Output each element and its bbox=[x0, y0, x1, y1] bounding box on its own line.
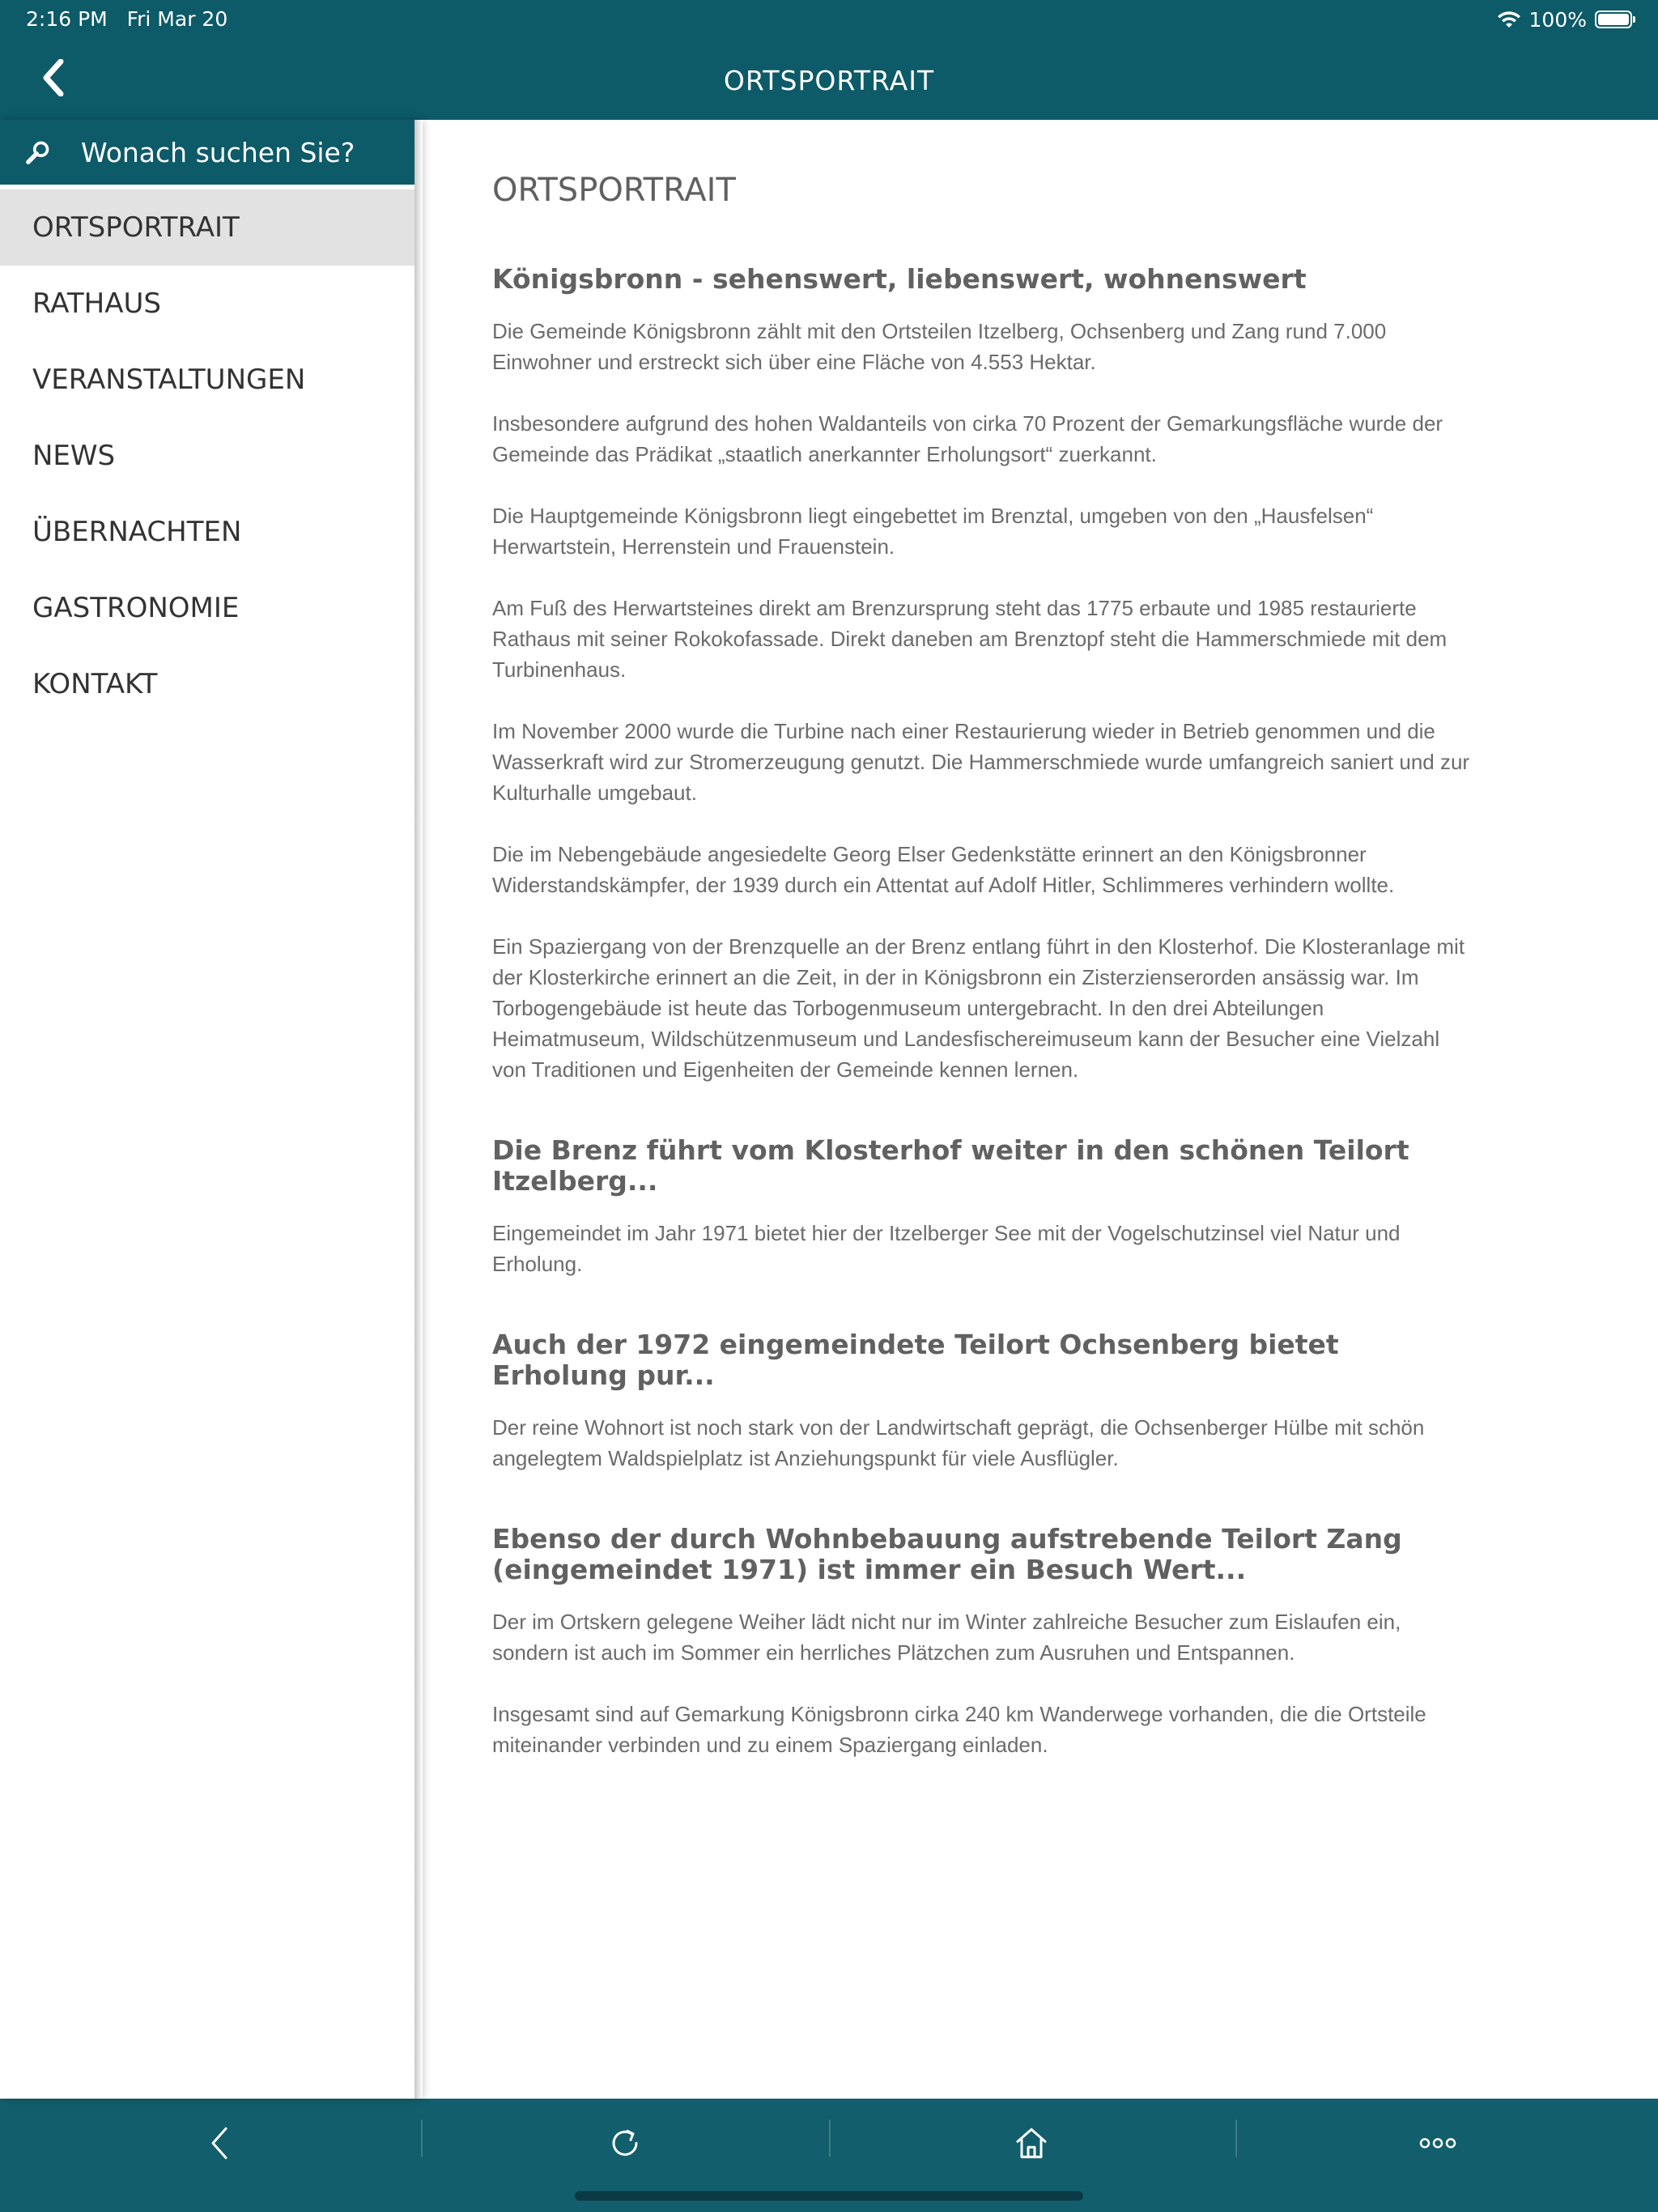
paragraph: Insgesamt sind auf Gemarkung Königsbronn cirka 240 km Wanderwege vorhanden, die die Ortsteile miteinander verbinden und zu einem Spaziergang einladen. bbox=[492, 1702, 1426, 1757]
toolbar-back-button[interactable] bbox=[13, 2099, 427, 2188]
sidebar-nav bbox=[0, 189, 419, 722]
home-indicator[interactable] bbox=[575, 2191, 1083, 2201]
top-bar bbox=[0, 0, 1658, 120]
status-date: Fri Mar 20 bbox=[126, 7, 228, 31]
search-input[interactable] bbox=[79, 127, 419, 177]
search-bar bbox=[0, 120, 419, 185]
paragraph: Eingemeindet im Jahr 1971 bietet hier der Itzelberger See mit der Vogelschutzinsel viel Natur und Erholung. bbox=[492, 1221, 1401, 1276]
sidebar-item-ortsportrait[interactable]: ORTSPORTRAIT bbox=[0, 189, 419, 266]
section-heading: Auch der 1972 eingemeindete Teilort Ochsenberg bietet Erholung pur... bbox=[492, 1329, 1339, 1391]
sidebar-item-veranstaltungen[interactable]: VERANSTALTUNGEN bbox=[32, 364, 306, 396]
toolbar-more-button[interactable] bbox=[1231, 2099, 1645, 2188]
paragraph: Im November 2000 wurde die Turbine nach einer Restaurierung wieder in Betrieb genommen und die Wasserkraft wird zur Stromerzeugung genutzt. Die Hammerschmiede wurde umfangreich saniert und zur Kulturhalle umgebaut. bbox=[492, 719, 1470, 805]
sidebar-item-uebernachten[interactable]: ÜBERNACHTEN bbox=[32, 516, 242, 548]
sidebar-item-rathaus[interactable]: RATHAUS bbox=[32, 287, 161, 320]
status-clock: 2:16 PM bbox=[26, 7, 108, 31]
reload-icon bbox=[607, 2125, 643, 2161]
paragraph: Die Gemeinde Königsbronn zählt mit den Ortsteilen Itzelberg, Ochsenberg und Zang rund 7.000 Einwohner und erstreckt sich über eine Fläche von 4.553 Hektar. bbox=[492, 319, 1387, 374]
paragraph: Die im Nebengebäude angesiedelte Georg Elser Gedenkstätte erinnert an den Königsbronner Widerstandskämpfer, der 1939 durch ein Attentat auf Adolf Hitler, Schlimmeres verhindern wollte. bbox=[492, 842, 1395, 897]
home-icon bbox=[1014, 2125, 1049, 2161]
page-title: ORTSPORTRAIT bbox=[492, 172, 736, 209]
section-heading: Königsbronn - sehenswert, liebenswert, wohnenswert bbox=[492, 263, 1307, 295]
main-content bbox=[492, 162, 1472, 1760]
status-time bbox=[26, 6, 227, 32]
more-icon bbox=[1418, 2137, 1457, 2150]
sidebar-item-kontakt[interactable]: KONTAKT bbox=[32, 668, 158, 700]
sidebar-item-news[interactable]: NEWS bbox=[32, 440, 116, 472]
paragraph: Der im Ortskern gelegene Weiher lädt nicht nur im Winter zahlreiche Besucher zum Eislaufen ein, sondern ist auch im Sommer ein herrliches Plätzchen zum Ausruhen und Entspannen. bbox=[492, 1610, 1401, 1665]
paragraph: Die Hauptgemeinde Königsbronn liegt eingebettet im Brenztal, umgeben von den „Hausfelsen“ Herwartstein, Herrenstein und Frauenstein. bbox=[492, 504, 1374, 559]
sidebar bbox=[0, 120, 419, 2099]
paragraph: Ein Spaziergang von der Brenzquelle an der Brenz entlang führt in den Klosterhof. Die Klosteranlage mit der Klosterkirche erinnert an die Zeit, in der in Königsbronn ein Zisterzienserorden ansässig war. Im Torbogengebäude ist heute das Torbogenmuseum untergebracht. In den drei Abteilungen Heimatmuseum, Wildschützenmuseum und Landesfischereimuseum kann der Besucher eine Vielzahl von Traditionen und Eigenheiten der Gemeinde kennen lernen. bbox=[492, 934, 1465, 1082]
battery-percent: 100% bbox=[1528, 7, 1587, 32]
paragraph: Am Fuß des Herwartsteines direkt am Brenzursprung steht das 1775 erbaute und 1985 restaurierte Rathaus mit seiner Rokokofassade. Direkt daneben am Brenztopf steht die Hammerschmiede mit dem Turbinenhaus. bbox=[492, 596, 1448, 682]
back-icon bbox=[208, 2125, 232, 2161]
header-title: ORTSPORTRAIT bbox=[723, 65, 935, 96]
toolbar-home-button[interactable] bbox=[824, 2099, 1239, 2188]
sidebar-shadow bbox=[414, 120, 423, 2099]
search-icon bbox=[24, 130, 52, 175]
paragraph: Insbesondere aufgrund des hohen Waldanteils von cirka 70 Prozent der Gemarkungsfläche wurde der Gemeinde das Prädikat „staatlich anerkannter Erholungsort“ zuerkannt. bbox=[492, 411, 1443, 466]
battery-icon bbox=[1595, 11, 1632, 28]
wifi-icon bbox=[1497, 10, 1521, 29]
paragraph: Der reine Wohnort ist noch stark von der Landwirtschaft geprägt, die Ochsenberger Hülbe mit schön angelegtem Waldspielplatz ist Anziehungspunkt für viele Ausflügler. bbox=[492, 1415, 1425, 1470]
sidebar-item-gastronomie[interactable]: GASTRONOMIE bbox=[32, 592, 240, 624]
section-heading: Die Brenz führt vom Klosterhof weiter in den schönen Teilort Itzelberg... bbox=[492, 1134, 1409, 1197]
toolbar-reload-button[interactable] bbox=[418, 2099, 832, 2188]
section-heading: Ebenso der durch Wohnbebauung aufstrebende Teilort Zang (eingemeindet 1971) ist immer ein Besuch Wert... bbox=[492, 1523, 1402, 1585]
status-indicators bbox=[1497, 6, 1632, 32]
